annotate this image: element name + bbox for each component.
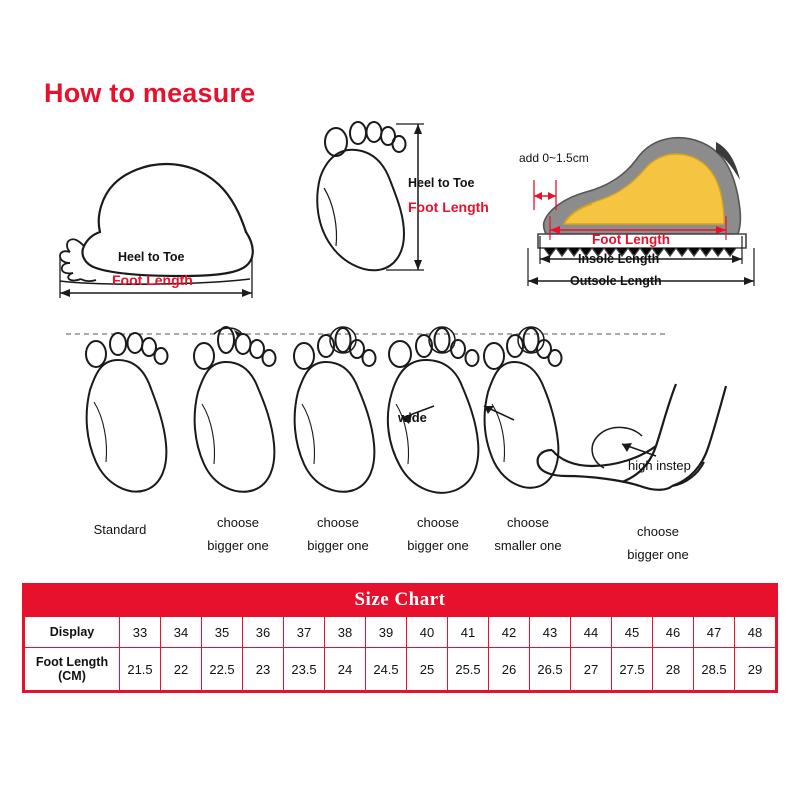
foot-type-caption-4b: smaller one <box>494 538 562 553</box>
cell-foot-length-3: 23 <box>243 648 284 691</box>
cell-display-14: 47 <box>694 617 735 648</box>
cell-foot-length-1: 22 <box>161 648 202 691</box>
cell-display-0: 33 <box>120 617 161 648</box>
cell-foot-length-4: 23.5 <box>284 648 325 691</box>
foot-type-caption-1a: choose <box>217 515 259 530</box>
cell-display-1: 34 <box>161 617 202 648</box>
foot-type-caption-5a: choose <box>637 524 679 539</box>
row-header-foot-length-line1: Foot Length <box>35 655 109 669</box>
cell-display-15: 48 <box>735 617 776 648</box>
cell-display-2: 35 <box>202 617 243 648</box>
cell-foot-length-7: 25 <box>407 648 448 691</box>
foot-type-caption-5b: bigger one <box>627 547 689 562</box>
high-instep-drawing <box>530 372 730 512</box>
size-chart <box>22 583 778 693</box>
cell-display-13: 46 <box>653 617 694 648</box>
cell-display-5: 38 <box>325 617 366 648</box>
cell-display-8: 41 <box>448 617 489 648</box>
cell-display-12: 45 <box>612 617 653 648</box>
foot-type-high-instep <box>530 372 730 512</box>
foot-type-note-wide: wide <box>398 410 427 425</box>
foot-type-caption-2b: bigger one <box>307 538 369 553</box>
foot-type-caption-1b: bigger one <box>207 538 269 553</box>
foot-type-caption-3b: bigger one <box>407 538 469 553</box>
page-title: How to measure <box>44 78 256 108</box>
foot-type-caption-4a: choose <box>507 515 549 530</box>
cell-foot-length-9: 26 <box>489 648 530 691</box>
shoe-label-add-note: add 0~1.5cm <box>519 151 589 165</box>
foot-type-standard <box>70 330 190 505</box>
cell-foot-length-15: 29 <box>735 648 776 691</box>
cell-display-4: 37 <box>284 617 325 648</box>
cell-display-6: 39 <box>366 617 407 648</box>
foot-type-standard-drawing <box>70 330 190 505</box>
cell-display-11: 44 <box>571 617 612 648</box>
row-header-foot-length <box>25 648 120 691</box>
shoe-diagram <box>520 118 770 298</box>
cell-foot-length-13: 28 <box>653 648 694 691</box>
cell-foot-length-5: 24 <box>325 648 366 691</box>
sole-foot-label-heel-to-toe: Heel to Toe <box>408 176 475 190</box>
side-foot-label-foot-length: Foot Length <box>112 272 193 288</box>
cell-display-10: 43 <box>530 617 571 648</box>
sole-foot-label-foot-length: Foot Length <box>408 199 489 215</box>
cell-foot-length-6: 24.5 <box>366 648 407 691</box>
row-header-display: Display <box>25 617 120 648</box>
foot-type-caption-2a: choose <box>317 515 359 530</box>
foot-type-caption-0: Standard <box>93 522 147 537</box>
cell-foot-length-10: 26.5 <box>530 648 571 691</box>
foot-type-caption-3a: choose <box>417 515 459 530</box>
table-row-display <box>25 617 776 648</box>
row-header-foot-length-line2: (CM) <box>58 669 86 683</box>
cell-foot-length-14: 28.5 <box>694 648 735 691</box>
shoe-label-foot-length: Foot Length <box>592 232 670 247</box>
foot-type-note-high-instep: high instep <box>628 458 691 473</box>
cell-foot-length-0: 21.5 <box>120 648 161 691</box>
cell-foot-length-2: 22.5 <box>202 648 243 691</box>
size-chart-body <box>25 617 776 691</box>
cell-display-9: 42 <box>489 617 530 648</box>
size-chart-title: Size Chart <box>24 585 776 616</box>
cell-foot-length-11: 27 <box>571 648 612 691</box>
cell-display-3: 36 <box>243 617 284 648</box>
shoe-drawing <box>520 118 770 298</box>
shoe-label-insole-length: Insole Length <box>578 252 660 266</box>
cell-foot-length-8: 25.5 <box>448 648 489 691</box>
shoe-label-outsole-length: Outsole Length <box>570 274 662 288</box>
size-chart-table <box>24 616 776 691</box>
side-foot-label-heel-to-toe: Heel to Toe <box>118 250 185 264</box>
cell-display-7: 40 <box>407 617 448 648</box>
cell-foot-length-12: 27.5 <box>612 648 653 691</box>
table-row-foot-length <box>25 648 776 691</box>
